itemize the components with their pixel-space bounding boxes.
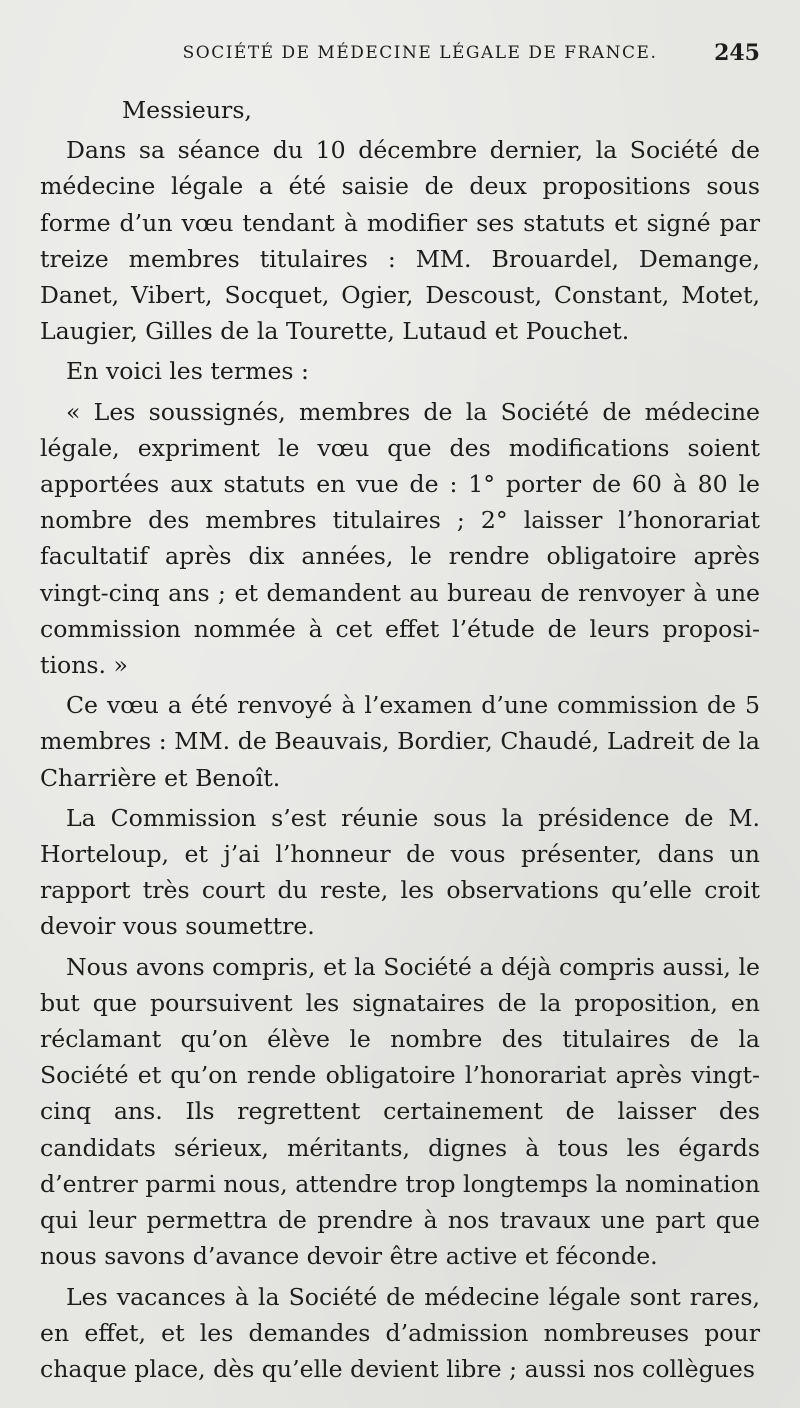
paragraph-6: Nous avons compris, et la Société a déjà compris aussi, le but que poursuivent les signataires de la proposition, en réclamant qu’on élève le nombre des titulaires de la Société et qu’on rende obligatoire l’honorariat après vingt-cinq ans. Ils regrettent certainement de laisser des candidats sérieux, méritants, dignes à tous les égards d’entrer parmi nous, attendre trop longtemps la nomination qui leur permettra de prendre à nos travaux une part que nous savons d’avance devoir être active et féconde. bbox=[40, 952, 760, 1271]
running-head bbox=[40, 38, 760, 68]
paragraph-1: Dans sa séance du 10 décembre dernier, la Société de médecine légale a été saisie de deux propositions sous forme d’un vœu tendant à modifier ses statuts et signé par treize membres titulaires : MM. Brouardel, Demange, Danet, Vibert, Socquet, Ogier, Descoust, Constant, Motet, Laugier, Gilles de la Tourette, Lutaud et Pouchet. bbox=[40, 136, 760, 346]
body-text bbox=[40, 92, 760, 1391]
running-title: SOCIÉTÉ DE MÉDECINE LÉGALE DE FRANCE. bbox=[182, 43, 658, 63]
paragraph-5: La Commission s’est réunie sous la présidence de M. Horteloup, et j’ai l’honneur de vous présenter, dans un rapport très court du reste, les observations qu’elle croit devoir vous soumettre. bbox=[40, 803, 760, 941]
paragraph-2: En voici les termes : bbox=[66, 357, 309, 386]
paragraph-3-quotation: « Les soussignés, membres de la Société de médecine légale, expriment le vœu que des modifications soient apportées aux statuts en vue de : 1° porter de 60 à 80 le nombre des membres titulaires ; 2° laisser l’honorariat facultatif après dix années, le rendre obligatoire après vingt-cinq ans ; et demandent au bureau de renvoyer à une commission nommée à cet effet l’étude de leurs propositions. » bbox=[40, 397, 760, 680]
paragraph-4: Ce vœu a été renvoyé à l’examen d’une commission de 5 membres : MM. de Beauvais, Bordier, Chaudé, Ladreit de la Charrière et Benoît. bbox=[40, 691, 760, 792]
salutation: Messieurs, bbox=[122, 96, 252, 124]
paragraph-7: Les vacances à la Société de médecine légale sont rares, en effet, et les demandes d’admission nombreuses pour chaque place, dès qu’elle devient libre ; aussi nos collègues bbox=[40, 1282, 760, 1383]
page-number: 245 bbox=[714, 40, 760, 66]
